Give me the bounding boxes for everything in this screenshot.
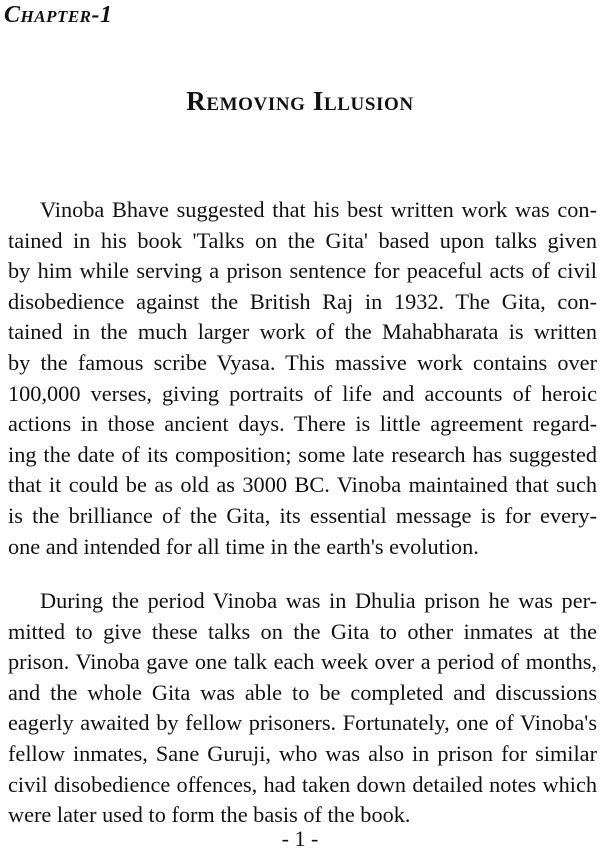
text-line: and the whole Gita was able to be completed and discussions: [8, 679, 597, 705]
text-line: fellow inmates, Sane Guruji, who was also in prison for similar: [8, 740, 597, 766]
text-line: tained in the much larger work of the Mahabharata is written: [8, 319, 597, 345]
chapter-label: Chapter-1: [4, 2, 113, 28]
text-line: ing the date of its composition; some late research has suggested: [8, 441, 597, 467]
text-line: actions in those ancient days. There is little agreement regard-: [8, 411, 597, 437]
chapter-title: Removing Illusion: [186, 86, 414, 116]
text-line: tained in his book 'Talks on the Gita' based upon talks given: [8, 227, 597, 253]
text-line: that it could be as old as 3000 BC. Vinoba maintained that such: [8, 472, 597, 498]
text-line: mitted to give these talks on the Gita to other inmates at the: [8, 618, 597, 644]
text-line: During the period Vinoba was in Dhulia prison he was per-: [40, 588, 597, 613]
text-line: 100,000 verses, giving portraits of life and accounts of heroic: [8, 380, 597, 406]
paragraph-1: [8, 195, 597, 562]
text-line: is the brilliance of the Gita, its essential message is for every-: [8, 502, 597, 528]
text-line: Vinoba Bhave suggested that his best written work was con-: [40, 197, 597, 222]
text-line: by him while serving a prison sentence for peaceful acts of civil: [8, 258, 597, 284]
text-line: were later used to form the basis of the book.: [8, 802, 411, 828]
text-line: prison. Vinoba gave one talk each week over a period of months,: [8, 649, 597, 675]
paragraph-2: [8, 586, 597, 831]
text-line: one and intended for all time in the earth's evolution.: [8, 533, 479, 559]
text-line: eagerly awaited by fellow prisoners. Fortunately, one of Vinoba's: [8, 710, 597, 736]
text-line: disobedience against the British Raj in 1932. The Gita, con-: [8, 288, 597, 314]
text-line: by the famous scribe Vyasa. This massive work contains over: [8, 349, 597, 375]
text-line: civil disobedience offences, had taken down detailed notes which: [8, 771, 597, 797]
page-number: - 1 -: [281, 826, 319, 851]
